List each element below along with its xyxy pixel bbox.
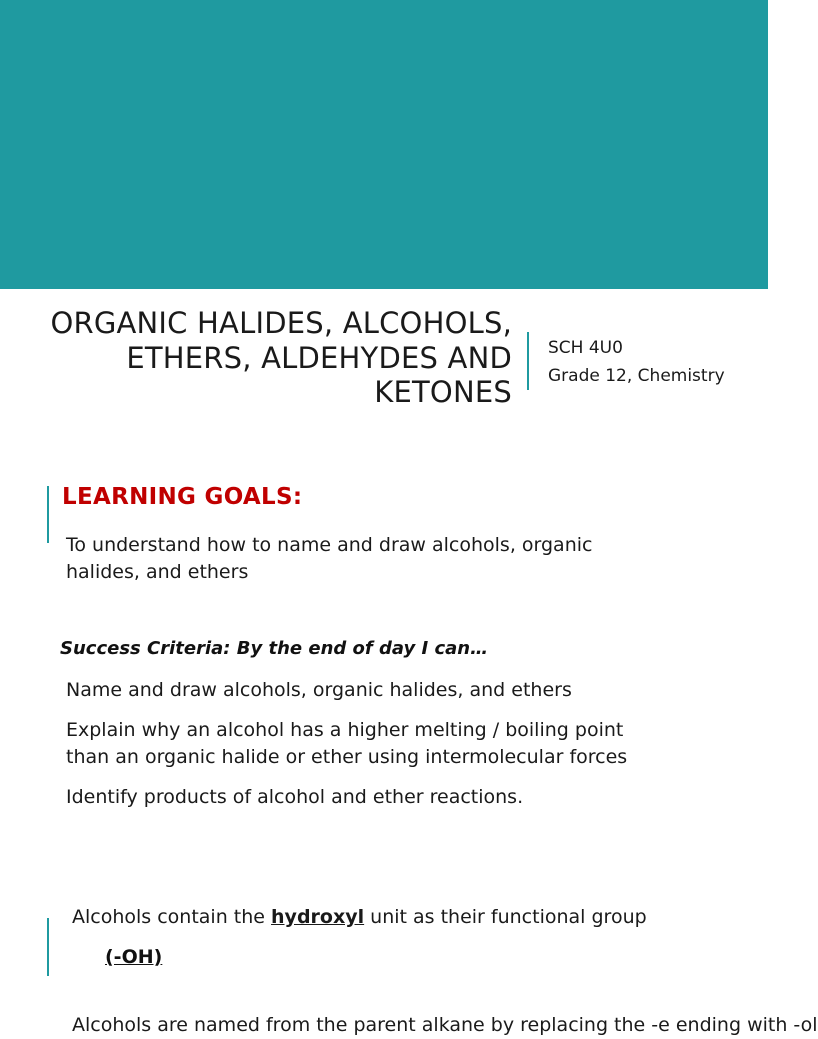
success-criteria-label: Success Criteria: By the end of day I can… xyxy=(60,638,489,659)
title-divider xyxy=(527,332,529,390)
criterion-item xyxy=(66,717,627,771)
criterion-line: Explain why an alcohol has a higher melting / boiling point xyxy=(66,719,624,741)
goal-line: halides, and ethers xyxy=(66,561,249,583)
learning-goal-text xyxy=(66,532,592,586)
section-accent-bar xyxy=(47,486,49,543)
cut-off-text xyxy=(72,1012,818,1036)
section-accent-bar xyxy=(47,918,49,976)
criterion-line: Identify products of alcohol and ether reactions. xyxy=(66,786,524,808)
title-line-3: KETONES xyxy=(374,375,512,409)
cut-off-line: Alcohols are named from the parent alkane by replacing the -e ending with -ol xyxy=(72,1014,818,1036)
criterion-line: Name and draw alcohols, organic halides, and ethers xyxy=(66,679,572,701)
title-line-2: ETHERS, ALDEHYDES AND xyxy=(126,340,512,375)
intro-text: Alcohols contain the xyxy=(72,906,272,928)
title-line-1: ORGANIC HALIDES, ALCOHOLS, xyxy=(50,306,512,340)
criterion-line: than an organic halide or ether using intermolecular forces xyxy=(66,746,628,768)
hydroxyl-formula: (-OH) xyxy=(105,946,163,968)
page-title xyxy=(12,306,512,410)
hydroxyl-keyword: hydroxyl xyxy=(271,906,365,928)
intro-text-end: unit as their functional group xyxy=(364,906,647,928)
course-code: SCH 4U0 xyxy=(548,338,623,358)
alcohols-intro xyxy=(72,904,647,931)
criterion-item xyxy=(66,784,523,811)
course-name: Grade 12, Chemistry xyxy=(548,366,725,386)
criterion-item xyxy=(66,677,572,704)
title-banner xyxy=(0,0,768,289)
goal-line: To understand how to name and draw alcohols, organic xyxy=(66,534,593,556)
learning-goals-heading: LEARNING GOALS: xyxy=(62,484,303,510)
course-info xyxy=(548,334,725,390)
